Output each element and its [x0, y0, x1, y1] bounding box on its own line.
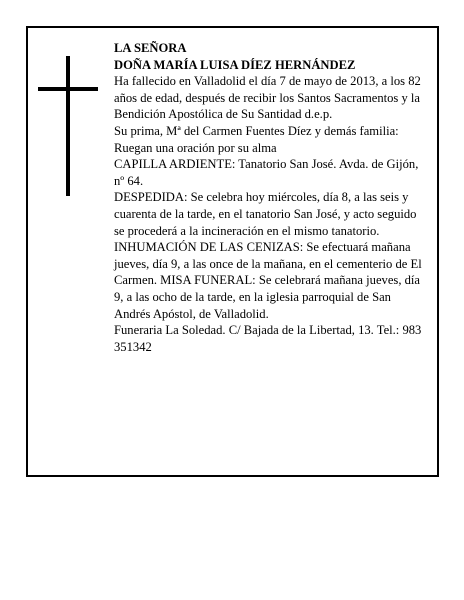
- cross-icon: [66, 56, 70, 196]
- funeral-home-info: Funeraria La Soledad. C/ Bajada de la Libertad, 13. Tel.: 983 351342: [114, 323, 422, 354]
- farewell-info: DESPEDIDA: Se celebra hoy miércoles, día 8, a las seis y cuarenta de la tarde, en el tanatorio San José, y acto seguido se procederá a la incineración en el mismo tanatorio.: [114, 190, 417, 238]
- burial-info: INHUMACIÓN DE LAS CENIZAS: Se efectuará mañana jueves, día 9, a las once de la mañana, en el cementerio de El Carmen. MISA FUNERAL: Se celebrará mañana jueves, día 9, a las ocho de la tarde, en la iglesia parroquial de San Andrés Apóstol, de Valladolid.: [114, 240, 422, 321]
- prayer-request: Ruegan una oración por su alma: [114, 140, 277, 155]
- title-line: LA SEÑORA: [114, 41, 187, 55]
- deceased-name: DOÑA MARÍA LUISA DÍEZ HERNÁNDEZ: [114, 57, 356, 72]
- family-line: Su prima, Mª del Carmen Fuentes Díez y demás familia:: [114, 123, 399, 138]
- death-announcement: Ha fallecido en Valladolid el día 7 de mayo de 2013, a los 82 años de edad, después de recibir los Santos Sacramentos y la Bendición Apostólica de Su Santidad d.e.p.: [114, 74, 421, 122]
- chapel-info: CAPILLA ARDIENTE: Tanatorio San José. Avda. de Gijón, nº 64.: [114, 157, 419, 188]
- obituary-text: [114, 40, 428, 355]
- cross-icon-bar: [38, 87, 98, 91]
